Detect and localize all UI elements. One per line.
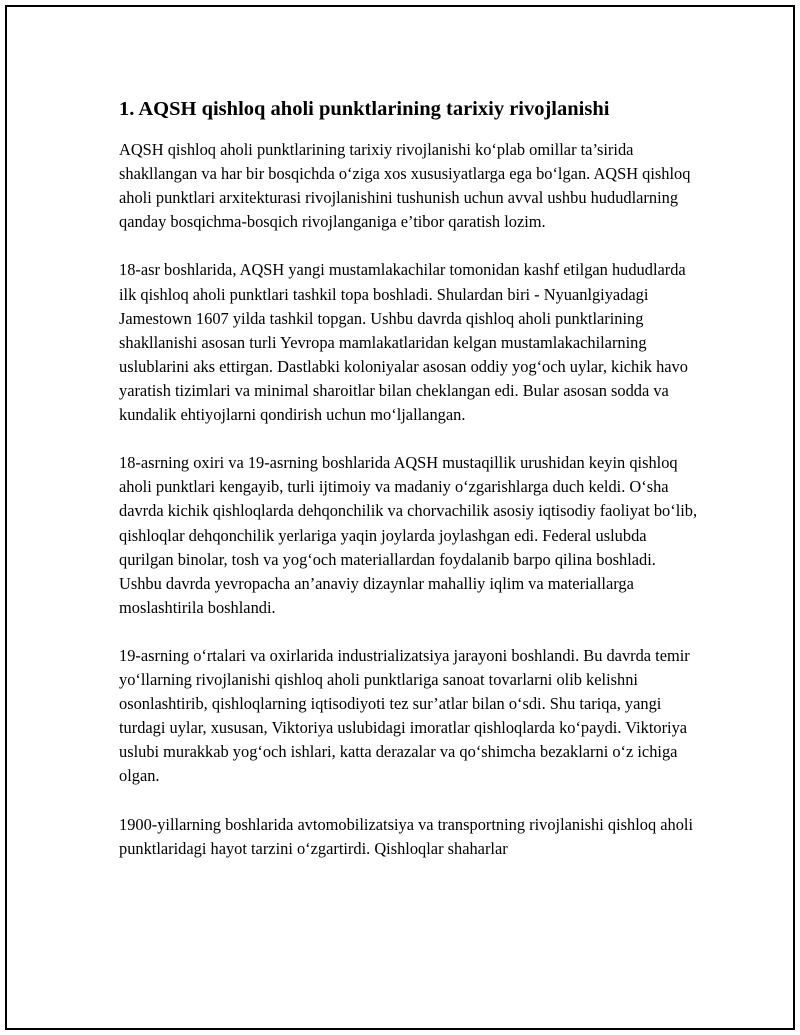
document-body (119, 94, 699, 885)
page-frame (5, 5, 795, 1030)
paragraph: 18-asrning oxiri va 19-asrning boshlarida AQSH mustaqillik urushidan keyin qishloq aholi punktlari kengayib, turli ijtimoiy va madaniy o‘zgarishlarga duch keldi. O‘sha davrda kichik qishloqlarda dehqonchilik va chorvachilik asosiy iqtisodiy faoliyat bo‘lib, qishloqlar dehqonchilik yerlariga yaqin joylarda joylashgan edi. Federal uslubda qurilgan binolar, tosh va yog‘och materiallardan foydalanib barpo qilina boshladi. Ushbu davrda yevropacha an’anaviy dizaynlar mahalliy iqlim va materiallarga moslashtirila boshlandi. (119, 453, 698, 617)
paragraph: 19-asrning o‘rtalari va oxirlarida industrializatsiya jarayoni boshlandi. Bu davrda temir yo‘llarning rivojlanishi qishloq aholi punktlariga sanoat tovarlarni olib kelishni osonlashtirib, qishloqlarning iqtisodiyoti tez sur’atlar bilan o‘sdi. Shu tariqa, yangi turdagi uylar, xususan, Viktoriya uslubidagi imoratlar qishloqlarda ko‘paydi. Viktoriya uslubi murakkab yog‘och ishlari, katta derazalar va qo‘shimcha bezaklarni o‘z ichiga olgan. (119, 645, 690, 786)
paragraph: 1900-yillarning boshlarida avtomobilizatsiya va transportning rivojlanishi qishloq aholi punktlaridagi hayot tarzini o‘zgartirdi. Qishloqlar shaharlar (119, 814, 694, 858)
paragraph: AQSH qishloq aholi punktlarining tarixiy rivojlanishi ko‘plab omillar ta’sirida shakllangan va har bir bosqichda o‘ziga xos xususiyatlarga ega bo‘lgan. AQSH qishloq aholi punktlari arxitekturasi rivojlanishini tushunish uchun avval ushbu hududlarning qanday bosqichma-bosqich rivojlanganiga e’tibor qaratish lozim. (119, 140, 691, 232)
paragraph: 18-asr boshlarida, AQSH yangi mustamlakachilar tomonidan kashf etilgan hududlarda ilk qishloq aholi punktlari tashkil topa boshladi. Shulardan biri - Nyuanlgiyadagi Jamestown 1607 yilda tashkil topgan. Ushbu davrda qishloq aholi punktlarining shakllanishi asosan turli Yevropa mamlakatlaridan kelgan mustamlakachilarning uslublarini aks ettirgan. Dastlabki koloniyalar asosan oddiy yog‘och uylar, kichik havo yaratish tizimlari va minimal sharoitlar bilan cheklangan edi. Bular asosan sodda va kundalik ehtiyojlarni qondirish uchun mo‘ljallangan. (119, 260, 688, 425)
section-heading: 1. AQSH qishloq aholi punktlarining tarixiy rivojlanishi (119, 98, 610, 120)
